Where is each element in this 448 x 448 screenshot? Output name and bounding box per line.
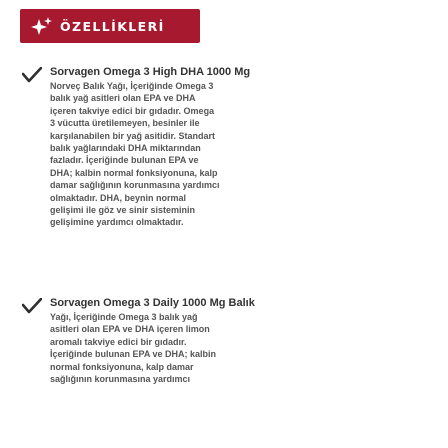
feature-text-line: balık yağ asitleri olan EPA ve DHA xyxy=(50,93,196,104)
feature-text-line: fazladır. İçeriğinde bulunan EPA ve xyxy=(50,155,199,166)
feature-description xyxy=(50,80,270,229)
feature-text-line: Norveç Balık Yağı, İçeriğinde Omega 3 xyxy=(50,81,214,91)
feature-title: Sorvagen Omega 3 Daily 1000 Mg Balık xyxy=(50,297,255,309)
feature-text-line: İçeriğinde bulunan EPA ve DHA; kalbin xyxy=(50,349,217,360)
feature-item xyxy=(22,297,322,385)
feature-text-line: balık yağlarındaki DHA miktarından xyxy=(50,143,201,154)
feature-text-line: aromalı takviye edici bir gıdadır. xyxy=(50,336,187,347)
feature-text-line: normal fonksiyonuna, kalp damar xyxy=(50,361,194,372)
feature-body xyxy=(50,66,270,229)
feature-text-line: sağlığının korunmasına yardımcı xyxy=(50,374,191,385)
feature-text-line: DHA; kalbin normal fonksiyonuna, kalp xyxy=(50,167,218,178)
feature-text-line: gelişimine yardımcı olmaktadır. xyxy=(50,217,184,228)
checkmark-icon xyxy=(22,298,42,314)
feature-text-line: içeren takviye edici bir gıdadır. Omega xyxy=(50,105,215,116)
feature-text-line: damar sağlığının korunmasına yardımcı xyxy=(50,180,220,191)
checkmark-icon xyxy=(22,67,42,83)
feature-text-line: olmaktadır. DHA, beynin normal xyxy=(50,192,187,203)
features-title: ÖZELLİKLERİ xyxy=(60,18,165,34)
sparkle-icon xyxy=(30,14,54,38)
feature-description xyxy=(50,311,270,385)
feature-body xyxy=(50,297,270,385)
feature-item xyxy=(22,66,322,229)
feature-text-line: 3 vücutta üretilemeyen, besinler ile xyxy=(50,118,200,129)
features-header xyxy=(20,9,200,43)
feature-text-line: karşılanabilen bir yağ asitidir. Standart xyxy=(50,130,216,141)
feature-title: Sorvagen Omega 3 High DHA 1000 Mg xyxy=(50,66,251,78)
feature-text-line: Yağı, İçeriğinde Omega 3 balık yağ xyxy=(50,312,198,322)
feature-text-line: gelişimi ile göz ve sinir sisteminin xyxy=(50,205,196,216)
feature-text-line: asitleri olan EPA ve DHA içeren limon xyxy=(50,324,210,335)
